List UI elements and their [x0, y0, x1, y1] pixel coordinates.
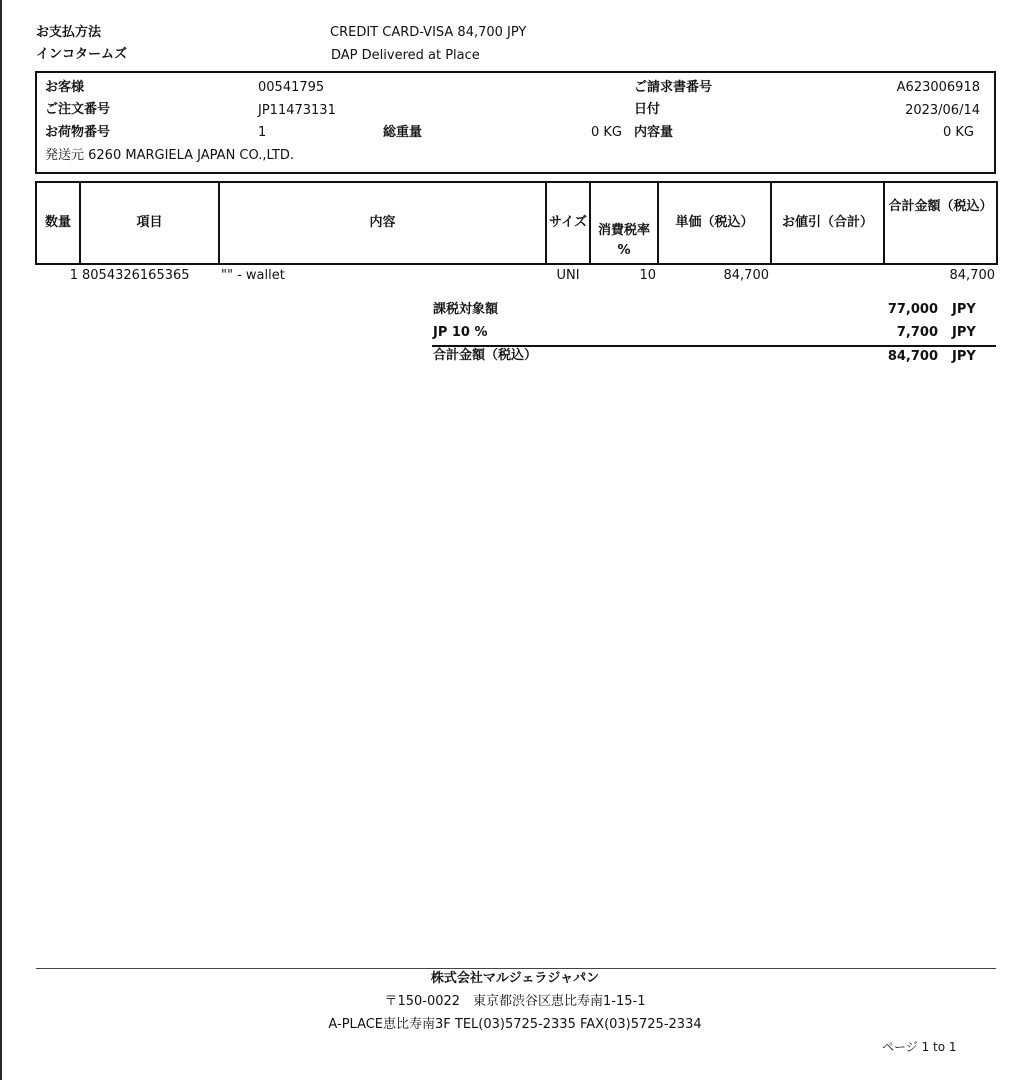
items-table — [35, 181, 998, 287]
customer-label: お客様 — [45, 80, 85, 95]
footer-address: 〒150-0022 東京都渋谷区恵比寿南1-15-1 — [384, 994, 646, 1009]
row-tax-rate: 10 — [639, 268, 656, 283]
order-number-value: JP11473131 — [258, 103, 336, 118]
invoice-number-label: ご請求書番号 — [634, 80, 713, 95]
invoice-number-value: A623006918 — [896, 80, 980, 95]
unit-price-header: 単価（税込） — [658, 182, 771, 264]
page-left-edge — [0, 0, 2, 1080]
sender: 発送元 6260 MARGIELA JAPAN CO.,LTD. — [45, 148, 295, 163]
tax-currency: JPY — [952, 325, 976, 340]
gross-weight-label: 総重量 — [383, 125, 423, 140]
content-weight-value: 0 KG — [942, 125, 974, 140]
table-row — [36, 264, 997, 287]
incoterms-value: DAP Delivered at Place — [331, 48, 480, 63]
footer-contact: A-PLACE恵比寿南3F TEL(03)5725-2335 FAX(03)5725-2334 — [328, 1017, 702, 1032]
row-qty: 1 — [69, 268, 78, 283]
taxable-amount-value: 77,000 — [887, 302, 938, 317]
qty-header: 数量 — [36, 182, 80, 264]
footer-company: 株式会社マルジェラジャパン — [430, 971, 600, 986]
taxable-amount-label: 課税対象額 — [433, 302, 499, 317]
grand-total-label: 合計金額（税込） — [433, 348, 538, 363]
total-header: 合計金額（税込） — [884, 182, 997, 264]
gross-weight-value: 0 KG — [590, 125, 622, 140]
payment-method-label: お支払方法 — [36, 25, 102, 40]
tax-label: JP 10 % — [433, 325, 488, 340]
row-item: 8054326165365 — [82, 268, 190, 283]
table-header-row — [36, 182, 997, 264]
footer-divider — [36, 968, 996, 969]
row-discount — [771, 264, 884, 287]
grand-total-currency: JPY — [952, 349, 976, 364]
payment-method-value: CREDIT CARD-VISA 84,700 JPY — [330, 25, 527, 40]
item-header: 項目 — [80, 182, 219, 264]
package-number-value: 1 — [258, 125, 267, 140]
date-label: 日付 — [634, 102, 661, 117]
package-number-label: お荷物番号 — [45, 125, 111, 140]
discount-header: お値引（合計） — [771, 182, 884, 264]
row-size: UNI — [556, 268, 580, 283]
date-value: 2023/06/14 — [905, 103, 980, 118]
row-unit-price: 84,700 — [723, 268, 769, 283]
customer-value: 00541795 — [258, 80, 325, 95]
order-number-label: ご注文番号 — [45, 102, 111, 117]
row-content: "" - wallet — [221, 268, 285, 283]
taxable-amount-currency: JPY — [952, 302, 976, 317]
tax-value: 7,700 — [896, 325, 938, 340]
content-header: 内容 — [219, 182, 546, 264]
grand-total-value: 84,700 — [887, 349, 938, 364]
content-weight-label: 内容量 — [634, 125, 674, 140]
tax-rate-header: 消費税率 % — [590, 182, 658, 264]
page-number: ページ 1 to 1 — [882, 1040, 957, 1054]
size-header: サイズ — [546, 182, 590, 264]
incoterms-label: インコタームズ — [36, 47, 128, 62]
row-total: 84,700 — [949, 268, 995, 283]
summary-divider — [432, 345, 996, 347]
